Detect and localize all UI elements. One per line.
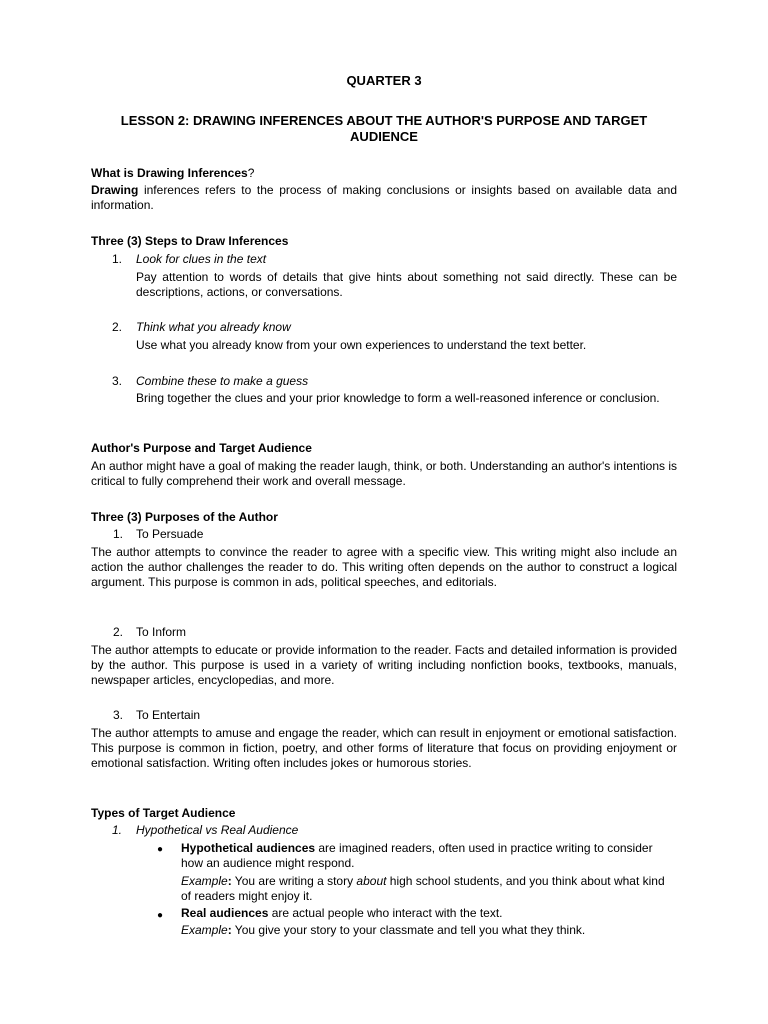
definition-text: inferences refers to the process of making conclusions or insights based on available data and information.: [91, 183, 677, 212]
steps-heading: Three (3) Steps to Draw Inferences: [91, 234, 289, 248]
step-text: Bring together the clues and your prior knowledge to form a well-reasoned inference or conclusion.: [136, 391, 660, 405]
step-number: 2.: [112, 320, 123, 334]
what-is-heading-tail: ?: [247, 166, 255, 180]
audience-item-number: 1.: [112, 823, 123, 837]
purpose-title: To Entertain: [136, 708, 201, 722]
example-colon: :: [227, 874, 232, 888]
step-number: 3.: [112, 374, 123, 388]
purpose-audience-heading: Author's Purpose and Target Audience: [91, 441, 312, 455]
quarter-heading: QUARTER 3: [346, 73, 422, 88]
real-term: Real audiences: [181, 906, 269, 920]
purpose-number: 1.: [113, 527, 124, 541]
step-title: Combine these to make a guess: [136, 374, 309, 388]
real-example: [181, 923, 677, 938]
real-audience-definition: [181, 906, 677, 921]
what-is-heading: What is Drawing Inferences: [91, 166, 248, 180]
example-text-b: high school students, and you think about what kind of readers might enjoy it.: [181, 874, 665, 903]
step-text: Use what you already know from your own experiences to understand the text better.: [136, 338, 587, 352]
example-colon: :: [227, 923, 232, 937]
audience-item-title: Hypothetical vs Real Audience: [136, 823, 299, 837]
step-title: Look for clues in the text: [136, 252, 267, 266]
example-text-a: You are writing a story: [231, 874, 357, 888]
hypothetical-term: Hypothetical audiences: [181, 841, 316, 855]
real-text: are actual people who interact with the text.: [268, 906, 503, 920]
example-label: Example: [181, 923, 228, 937]
purpose-text: The author attempts to educate or provide information to the reader. Facts and detailed information is provided by the author. This purpose is used in a variety of writing including nonfiction books, textbooks, manuals, newspaper articles, encyclopedias, and more.: [91, 643, 677, 687]
definition-lead: Drawing: [91, 183, 139, 197]
purpose-text: The author attempts to convince the reader to agree with a specific view. This writing might also include an action the author challenges the reader to do. This writing often depends on the author to construct a logical argument. This purpose is common in ads, political speeches, and editorials.: [91, 545, 677, 589]
section-what-is-heading: [91, 166, 677, 181]
step-text: Pay attention to words of details that give hints about something not said directly. These can be descriptions, actions, or conversations.: [136, 270, 677, 299]
purposes-heading: Three (3) Purposes of the Author: [91, 510, 278, 524]
step-number: 1.: [112, 252, 123, 266]
example-label: Example: [181, 874, 228, 888]
hypothetical-example: [181, 874, 677, 904]
audience-heading: Types of Target Audience: [91, 806, 236, 820]
bullet-icon: ●: [157, 844, 164, 855]
hypothetical-audience-definition: [181, 841, 677, 871]
purpose-audience-text: An author might have a goal of making the reader laugh, think, or both. Understanding an author's intentions is critical to fully comprehend their work and overall message.: [91, 459, 677, 488]
lesson-title: LESSON 2: DRAWING INFERENCES ABOUT THE AUTHOR'S PURPOSE AND TARGET AUDIENCE: [120, 113, 648, 144]
purpose-title: To Persuade: [136, 527, 204, 541]
step-title: Think what you already know: [136, 320, 291, 334]
purpose-number: 2.: [113, 625, 124, 639]
purpose-number: 3.: [113, 708, 124, 722]
purpose-title: To Inform: [136, 625, 187, 639]
example-emphasis: about: [356, 874, 387, 888]
hypothetical-text: are imagined readers, often used in practice writing to consider how an audience might respond.: [181, 841, 653, 870]
purpose-text: The author attempts to amuse and engage the reader, which can result in enjoyment or emotional satisfaction. This purpose is common in fiction, poetry, and other forms of literature that focus on providing enjoyment or emotional satisfaction. Writing often includes jokes or humorous stories.: [91, 726, 677, 770]
example-text: You give your story to your classmate and tell you what they think.: [231, 923, 586, 937]
what-is-definition: [91, 183, 677, 213]
bullet-icon: ●: [157, 910, 164, 921]
